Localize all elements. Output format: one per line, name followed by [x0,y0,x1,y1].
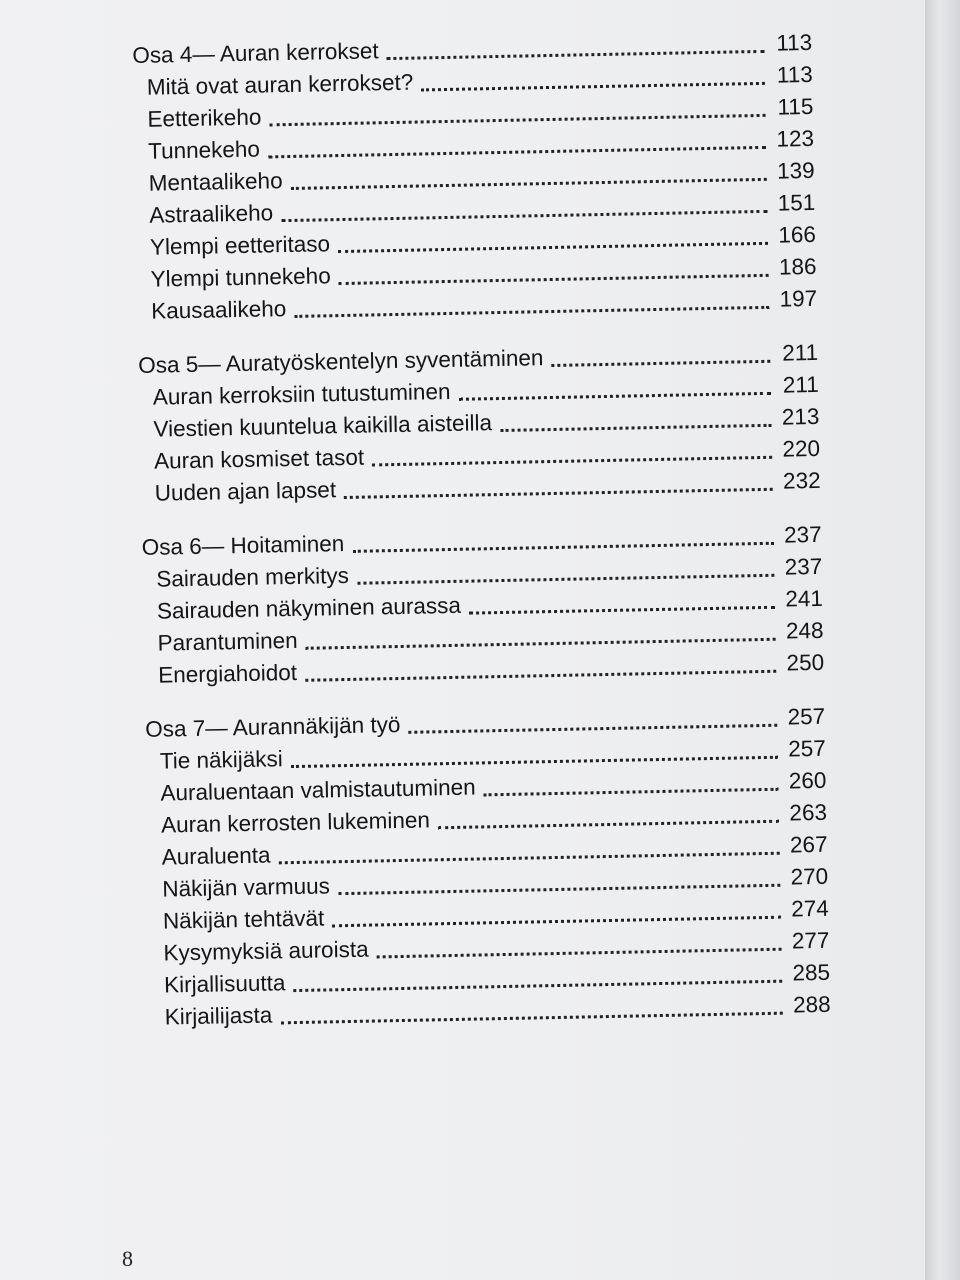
entry-label: Kirjailijasta [164,1002,273,1030]
entry-label: Energiahoidot [157,659,298,688]
entry-page-number: 186 [778,253,817,280]
entry-page-number: 270 [790,863,829,890]
dot-leader [500,424,771,432]
entry-page-number: 250 [786,649,825,676]
dot-leader [387,50,765,60]
section-title: Osa 7— Aurannäkijän työ [144,711,401,742]
dot-leader [484,788,779,797]
dot-leader [372,456,772,467]
entry-page-number: 220 [782,435,821,462]
entry-page-number: 151 [777,189,816,216]
dot-leader [344,488,773,499]
entry-page-number: 263 [789,799,828,826]
entry-label: Viestien kuuntelua kaikilla aisteilla [153,410,493,442]
toc-section-6 [141,519,824,692]
entry-page-number: 115 [777,93,814,120]
dot-leader [291,178,767,190]
toc-section-7 [145,701,831,1034]
dot-leader [352,542,773,553]
entry-page-number: 237 [784,553,823,580]
dot-leader [294,306,769,318]
entry-label: Ylempi tunnekeho [150,263,331,292]
entry-label: Ylempi eetteritaso [149,231,331,260]
entry-page-number: 288 [792,991,831,1018]
entry-page-number: 113 [776,61,814,88]
entry-page-number: 274 [791,895,830,922]
entry-page-number: 267 [789,831,828,858]
dot-leader [469,606,775,615]
dot-leader [408,724,777,734]
entry-label: Tunnekeho [147,136,261,164]
dot-leader [338,242,768,253]
entry-label: Auraluenta [161,842,271,870]
entry-label: Näkijän varmuus [162,873,331,902]
entry-page-number: 277 [791,927,830,954]
book-page-edge [925,0,960,1280]
dot-leader [421,82,765,92]
entry-label: Kysymyksiä auroista [163,936,369,966]
entry-label: Kirjallisuutta [163,970,286,998]
table-of-contents [132,27,831,1056]
section-title: Osa 4— Auran kerrokset [132,38,379,68]
entry-label: Näkijän tehtävät [162,905,325,934]
dot-leader [459,392,771,401]
dot-leader [332,916,781,928]
entry-label: Auran kerrosten lukeminen [160,807,431,838]
entry-label: Uuden ajan lapset [154,477,337,506]
entry-label: Sairauden näkyminen aurassa [156,592,462,624]
entry-label: Auran kosmiset tasot [153,444,365,474]
entry-page-number: 197 [779,285,818,312]
entry-page-number: 166 [778,221,817,248]
entry-label: Astraalikeho [149,200,274,228]
dot-leader [338,884,780,895]
toc-section-4 [132,27,817,328]
section-page-number: 257 [787,703,826,730]
dot-leader [305,670,776,682]
dot-leader [339,274,769,285]
entry-page-number: 232 [782,467,821,494]
dot-leader [377,948,782,959]
section-page-number: 211 [782,339,819,366]
entry-label: Tie näkijäksi [159,746,284,774]
section-page-number: 237 [783,521,822,548]
dot-leader [280,1012,782,1025]
entry-label: Parantuminen [157,627,298,656]
entry-page-number: 123 [776,125,815,152]
entry-page-number: 248 [785,617,824,644]
section-page-number: 113 [776,29,813,56]
entry-label: Auran kerroksiin tutustuminen [152,378,451,410]
dot-leader [552,360,771,367]
section-title: Osa 5— Auratyöskentelyn syventäminen [138,345,544,378]
entry-label: Auraluentaan valmistautuminen [160,774,476,806]
dot-leader [357,574,774,585]
entry-page-number: 260 [788,767,827,794]
dot-leader [438,820,779,830]
entry-page-number: 257 [787,735,826,762]
entry-label: Mentaalikeho [148,168,283,196]
entry-label: Eetterikeho [147,104,262,132]
entry-page-number: 241 [785,585,824,612]
page-number: 8 [122,1246,133,1271]
entry-page-number: 213 [781,403,820,430]
entry-label: Sairauden merkitys [156,562,350,592]
entry-page-number: 211 [782,371,819,398]
entry-label: Mitä ovat auran kerrokset? [146,69,414,100]
entry-page-number: 285 [792,959,831,986]
toc-section-5 [138,337,821,510]
dot-leader [306,638,776,650]
entry-page-number: 139 [776,157,815,184]
section-title: Osa 6— Hoitaminen [141,531,345,560]
entry-label: Kausaalikeho [150,296,287,324]
